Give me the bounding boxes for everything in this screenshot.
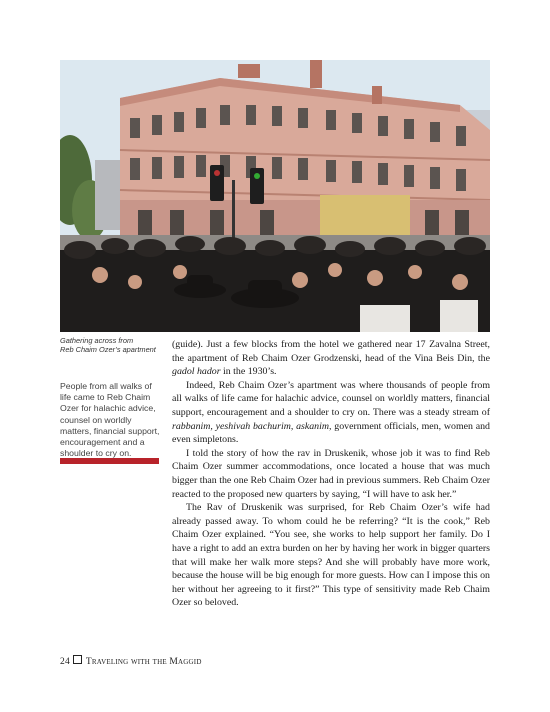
paragraph-4: The Rav of Druskenik was surprised, for Reb Chaim Ozer’s wife had already passed away. To whom could he be referring? “It is the cook,” Reb Chaim Ozer explained. “You see, she works to help support her family. Do I have a right to add an extra burden on her by having her work in bigger quarters that will make her walk more steps? And she will probably have more work, because the house will be big enough for more guests. How can I impose this on her without her agreeing to it first?” This type of sensitivity made Reb Chaim Ozer so beloved. (172, 502, 490, 609)
page-number: 24 (60, 657, 70, 667)
paragraph-1-text-b: in the 1930’s. (220, 366, 277, 378)
page-footer (60, 655, 202, 667)
paragraph-2-text-b: government officials, men, women and even simpletons. (172, 420, 490, 446)
paragraph-2-emphasis: rabbanim, yeshivah bachurim, askanim, (172, 420, 332, 432)
paragraph-3: I told the story of how the rav in Druskenik, whose job it was to find Reb Chaim Ozer summer accommodations, once located a house that was much bigger than the one Reb Chaim Ozer had in previous summers. Reb Chaim Ozer reacted to the proposed new quarters by saying, “I will have to ask her.” (172, 447, 490, 500)
paragraph-2 (172, 379, 490, 447)
square-ornament-icon (73, 655, 82, 664)
paragraph-1 (172, 338, 490, 379)
paragraph-1-emphasis: gadol hador (172, 366, 221, 378)
pull-quote: People from all walks of life came to Reb Chaim Ozer for halachic advice, counsel on worldly matters, financial support, encouragement and a shoulder to cry on. (60, 381, 160, 459)
paragraph-1-text-a: (guide). Just a few blocks from the hotel we gathered near 17 Zavalna Street, the apartment of Reb Chaim Ozer Grodzenski, head of the Vina Beis Din, the (172, 339, 490, 364)
body-text (172, 338, 490, 610)
photo-caption (60, 336, 165, 354)
paragraph-2-text-a: Indeed, Reb Chaim Ozer’s apartment was where thousands of people from all walks of life came for halachic advice, counsel on worldly matters, financial support, encouragement and a shoulder to cry on. There was a steady stream of (172, 379, 490, 418)
photo-illustration (60, 60, 490, 332)
pull-quote-accent-bar (60, 458, 159, 464)
street-crowd-photo (60, 60, 490, 332)
running-title: Traveling with the Maggid (85, 657, 202, 667)
caption-line-2: Reb Chaim Ozer’s apartment (60, 345, 156, 354)
caption-line-1: Gathering across from (60, 336, 134, 345)
